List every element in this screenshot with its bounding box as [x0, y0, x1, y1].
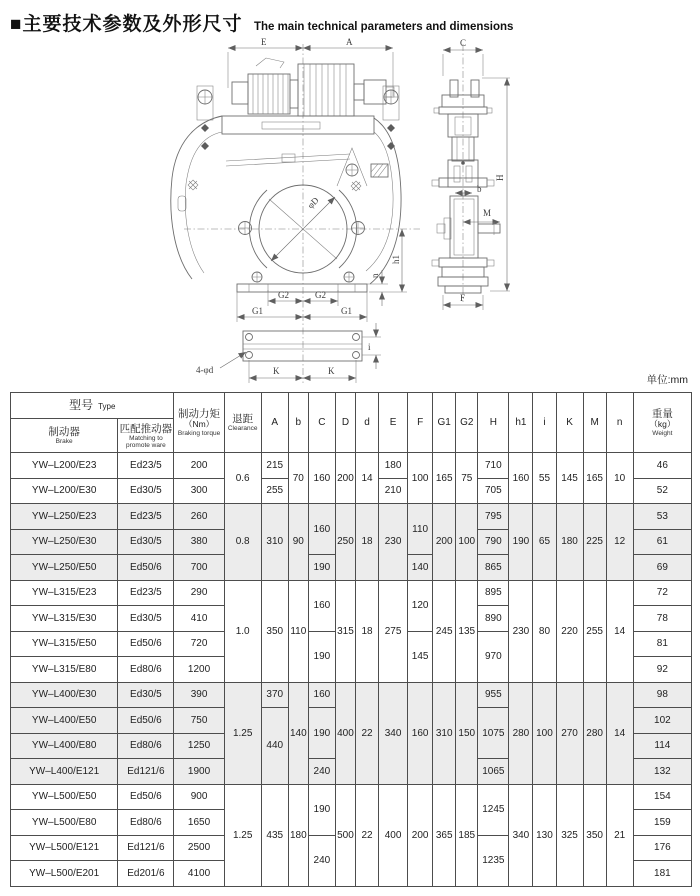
dim-label-g1-right: G1 [341, 306, 352, 316]
value-cell: 165 [433, 453, 456, 504]
value-cell: 61 [633, 529, 691, 555]
value-cell: Ed30/5 [118, 478, 174, 504]
value-cell: 18 [355, 580, 378, 682]
header-cell-dim-C: C [308, 393, 335, 453]
header-cell-dim-K: K [556, 393, 583, 453]
matching-label-en: Matching to promote ware [126, 434, 166, 449]
value-cell: 250 [335, 504, 355, 581]
value-cell: 380 [174, 529, 224, 555]
value-cell: 230 [509, 580, 533, 682]
value-cell: 181 [633, 861, 691, 887]
value-cell: 220 [556, 580, 583, 682]
value-cell: 200 [408, 784, 433, 886]
bottom-view [196, 323, 381, 383]
value-cell: 325 [556, 784, 583, 886]
value-cell: 145 [556, 453, 583, 504]
value-cell: 1.0 [224, 580, 261, 682]
model-cell: YW–L200/E30 [11, 478, 118, 504]
value-cell: 120 [408, 580, 433, 631]
value-cell: 150 [456, 682, 478, 784]
value-cell: 190 [308, 784, 335, 835]
value-cell: 895 [478, 580, 509, 606]
value-cell: 300 [174, 478, 224, 504]
model-cell: YW–L400/E121 [11, 759, 118, 785]
value-cell: 53 [633, 504, 691, 530]
table-row [11, 682, 692, 708]
model-cell: YW–L200/E23 [11, 453, 118, 479]
value-cell: 1235 [478, 835, 509, 886]
value-cell: 1245 [478, 784, 509, 835]
dim-label-g1-left: G1 [252, 306, 263, 316]
value-cell: 710 [478, 453, 509, 479]
value-cell: 185 [456, 784, 478, 886]
value-cell: 114 [633, 733, 691, 759]
model-cell: YW–L400/E80 [11, 733, 118, 759]
value-cell: 18 [355, 504, 378, 581]
value-cell: Ed80/6 [118, 733, 174, 759]
value-cell: 400 [335, 682, 355, 784]
model-cell: YW–L315/E30 [11, 606, 118, 632]
value-cell: 290 [174, 580, 224, 606]
value-cell: 190 [308, 555, 335, 581]
header-cell-dim-F: F [408, 393, 433, 453]
value-cell: 280 [583, 682, 606, 784]
dim-label-h: H [495, 174, 505, 181]
dim-label-phi-d: φD [305, 195, 321, 211]
value-cell: 705 [478, 478, 509, 504]
value-cell: 98 [633, 682, 691, 708]
value-cell: 440 [261, 708, 288, 785]
value-cell: 140 [288, 682, 308, 784]
dim-label-g2-left: G2 [278, 290, 289, 300]
value-cell: 865 [478, 555, 509, 581]
value-cell: Ed80/6 [118, 657, 174, 683]
value-cell: Ed23/5 [118, 580, 174, 606]
value-cell: 135 [456, 580, 478, 682]
parameters-table [10, 392, 692, 887]
table-head [11, 393, 692, 453]
value-cell: 410 [174, 606, 224, 632]
brake-label-en: Brake [55, 438, 73, 445]
value-cell: 215 [261, 453, 288, 479]
model-cell: YW–L500/E80 [11, 810, 118, 836]
value-cell: 700 [174, 555, 224, 581]
value-cell: 350 [261, 580, 288, 682]
model-cell: YW–L250/E23 [11, 504, 118, 530]
value-cell: 69 [633, 555, 691, 581]
header-cell-dim-H: H [478, 393, 509, 453]
value-cell: 240 [308, 759, 335, 785]
value-cell: 100 [408, 453, 433, 504]
value-cell: 12 [606, 504, 633, 581]
dim-label-b: b [477, 184, 482, 194]
value-cell: 240 [308, 835, 335, 886]
value-cell: 154 [633, 784, 691, 810]
brake-wheel [238, 185, 365, 282]
dim-label-m: M [483, 208, 492, 218]
dim-label-k-right: K [328, 366, 335, 376]
value-cell: 720 [174, 631, 224, 657]
header-cell-type [11, 393, 174, 419]
value-cell: 180 [556, 504, 583, 581]
weight-label-zh: 重量 [651, 408, 673, 421]
header-cell-clearance [224, 393, 261, 453]
value-cell: Ed121/6 [118, 759, 174, 785]
header-cell-dim-d: d [355, 393, 378, 453]
value-cell: 22 [355, 784, 378, 886]
value-cell: 180 [379, 453, 408, 479]
header-cell-brake [11, 419, 118, 453]
value-cell: 750 [174, 708, 224, 734]
dim-label-h1: h1 [391, 255, 401, 264]
value-cell: 10 [606, 453, 633, 504]
value-cell: 4100 [174, 861, 224, 887]
value-cell: 72 [633, 580, 691, 606]
header-cell-dim-i: i [533, 393, 556, 453]
value-cell: 145 [408, 631, 433, 682]
header-cell-dim-h1: h1 [509, 393, 533, 453]
type-label-en: Type [98, 401, 116, 411]
value-cell: 260 [174, 504, 224, 530]
value-cell: 130 [533, 784, 556, 886]
value-cell: Ed30/5 [118, 529, 174, 555]
value-cell: 0.6 [224, 453, 261, 504]
thruster-motor [232, 58, 394, 116]
header-cell-torque [174, 393, 224, 453]
value-cell: 22 [355, 682, 378, 784]
value-cell: 255 [583, 580, 606, 682]
value-cell: 100 [533, 682, 556, 784]
header-cell-dim-n: n [606, 393, 633, 453]
value-cell: 176 [633, 835, 691, 861]
table-body [11, 453, 692, 887]
header-cell-dim-E: E [379, 393, 408, 453]
value-cell: 160 [308, 580, 335, 631]
value-cell: 21 [606, 784, 633, 886]
value-cell: 970 [478, 631, 509, 682]
model-cell: YW–L500/E121 [11, 835, 118, 861]
value-cell: 255 [261, 478, 288, 504]
value-cell: 100 [456, 504, 478, 581]
dim-label-k-left: K [273, 366, 280, 376]
value-cell: 350 [583, 784, 606, 886]
model-cell: YW–L500/E201 [11, 861, 118, 887]
value-cell: 70 [288, 453, 308, 504]
value-cell: 315 [335, 580, 355, 682]
value-cell: Ed50/6 [118, 784, 174, 810]
value-cell: 400 [379, 784, 408, 886]
value-cell: 160 [308, 453, 335, 504]
value-cell: Ed50/6 [118, 631, 174, 657]
value-cell: 160 [308, 504, 335, 555]
value-cell: 78 [633, 606, 691, 632]
value-cell: 92 [633, 657, 691, 683]
value-cell: 132 [633, 759, 691, 785]
matching-label-zh: 匹配推动器 [119, 422, 173, 435]
value-cell: Ed121/6 [118, 835, 174, 861]
value-cell: Ed23/5 [118, 453, 174, 479]
value-cell: 310 [433, 682, 456, 784]
value-cell: 14 [606, 682, 633, 784]
page-title-zh: ■主要技术参数及外形尺寸 [10, 14, 243, 35]
value-cell: 1075 [478, 708, 509, 759]
value-cell: Ed201/6 [118, 861, 174, 887]
weight-label-en: Weight [652, 429, 673, 437]
page-title-en: The main technical parameters and dimensions [253, 21, 514, 33]
table-row [11, 504, 692, 530]
header-cell-matching [118, 419, 174, 453]
value-cell: 1.25 [224, 682, 261, 784]
value-cell: 160 [509, 453, 533, 504]
torque-label-zh: 制动力矩 [178, 408, 221, 421]
header-cell-dim-b: b [288, 393, 308, 453]
value-cell: 165 [583, 453, 606, 504]
brake-label-zh: 制动器 [48, 426, 80, 438]
value-cell: 435 [261, 784, 288, 886]
dim-label-4-phi-d: 4-φd [196, 365, 214, 375]
type-label-zh: 型号 [69, 397, 94, 412]
value-cell: 90 [288, 504, 308, 581]
header-row-1 [11, 393, 692, 419]
value-cell: 200 [433, 504, 456, 581]
model-cell: YW–L400/E30 [11, 682, 118, 708]
value-cell: 955 [478, 682, 509, 708]
value-cell: 275 [379, 580, 408, 682]
header-cell-dim-A: A [261, 393, 288, 453]
value-cell: 110 [288, 580, 308, 682]
dim-label-n: n [370, 273, 380, 278]
value-cell: 200 [335, 453, 355, 504]
value-cell: 1065 [478, 759, 509, 785]
value-cell: 102 [633, 708, 691, 734]
side-view [432, 38, 510, 310]
torque-label-en: Braking torque [177, 429, 221, 437]
unit-note: 单位:mm [646, 374, 688, 386]
dim-label-c: C [460, 38, 467, 48]
model-cell: YW–L250/E30 [11, 529, 118, 555]
value-cell: 225 [583, 504, 606, 581]
header-cell-dim-D: D [335, 393, 355, 453]
value-cell: 280 [509, 682, 533, 784]
value-cell: 46 [633, 453, 691, 479]
value-cell: 1200 [174, 657, 224, 683]
value-cell: 110 [408, 504, 433, 555]
value-cell: 390 [174, 682, 224, 708]
model-cell: YW–L315/E50 [11, 631, 118, 657]
value-cell: 1.25 [224, 784, 261, 886]
dim-label-i: i [368, 342, 371, 352]
value-cell: 210 [379, 478, 408, 504]
value-cell: 340 [509, 784, 533, 886]
value-cell: 890 [478, 606, 509, 632]
dim-label-f: F [460, 293, 466, 303]
value-cell: 14 [606, 580, 633, 682]
value-cell: 0.8 [224, 504, 261, 581]
value-cell: 160 [408, 682, 433, 784]
model-cell: YW–L315/E80 [11, 657, 118, 683]
value-cell: 75 [456, 453, 478, 504]
value-cell: 245 [433, 580, 456, 682]
value-cell: 340 [379, 682, 408, 784]
value-cell: 80 [533, 580, 556, 682]
technical-drawing [0, 0, 700, 390]
value-cell: 65 [533, 504, 556, 581]
dim-label-a: A [346, 37, 353, 47]
value-cell: 500 [335, 784, 355, 886]
value-cell: 200 [174, 453, 224, 479]
header-cell-dim-M: M [583, 393, 606, 453]
clearance-label-en: Clearance [227, 425, 258, 432]
table-row [11, 580, 692, 606]
value-cell: 55 [533, 453, 556, 504]
value-cell: 159 [633, 810, 691, 836]
model-cell: YW–L250/E50 [11, 555, 118, 581]
brake-frame [171, 86, 401, 284]
value-cell: 81 [633, 631, 691, 657]
value-cell: 140 [408, 555, 433, 581]
value-cell: 230 [379, 504, 408, 581]
value-cell: 790 [478, 529, 509, 555]
value-cell: 52 [633, 478, 691, 504]
model-cell: YW–L315/E23 [11, 580, 118, 606]
value-cell: 1250 [174, 733, 224, 759]
value-cell: 365 [433, 784, 456, 886]
value-cell: 370 [261, 682, 288, 708]
model-cell: YW–L400/E50 [11, 708, 118, 734]
value-cell: 900 [174, 784, 224, 810]
value-cell: 190 [509, 504, 533, 581]
value-cell: 1900 [174, 759, 224, 785]
value-cell: Ed50/6 [118, 708, 174, 734]
value-cell: 2500 [174, 835, 224, 861]
value-cell: 180 [288, 784, 308, 886]
table-row [11, 784, 692, 810]
value-cell: Ed50/6 [118, 555, 174, 581]
value-cell: 795 [478, 504, 509, 530]
value-cell: 190 [308, 631, 335, 682]
header-cell-dim-G1: G1 [433, 393, 456, 453]
dim-label-e: E [261, 37, 267, 47]
table-row [11, 453, 692, 479]
value-cell: Ed30/5 [118, 606, 174, 632]
header-cell-weight [633, 393, 691, 453]
base-plate [237, 229, 407, 322]
value-cell: 14 [355, 453, 378, 504]
value-cell: 190 [308, 708, 335, 759]
torque-unit: （Nm） [183, 419, 215, 430]
model-cell: YW–L500/E50 [11, 784, 118, 810]
weight-unit: （kg） [649, 419, 676, 430]
header-cell-dim-G2: G2 [456, 393, 478, 453]
clearance-label-zh: 退距 [232, 413, 254, 425]
value-cell: 270 [556, 682, 583, 784]
value-cell: Ed80/6 [118, 810, 174, 836]
value-cell: Ed30/5 [118, 682, 174, 708]
value-cell: Ed23/5 [118, 504, 174, 530]
value-cell: 310 [261, 504, 288, 581]
dim-label-g2-right: G2 [315, 290, 326, 300]
value-cell: 160 [308, 682, 335, 708]
value-cell: 1650 [174, 810, 224, 836]
